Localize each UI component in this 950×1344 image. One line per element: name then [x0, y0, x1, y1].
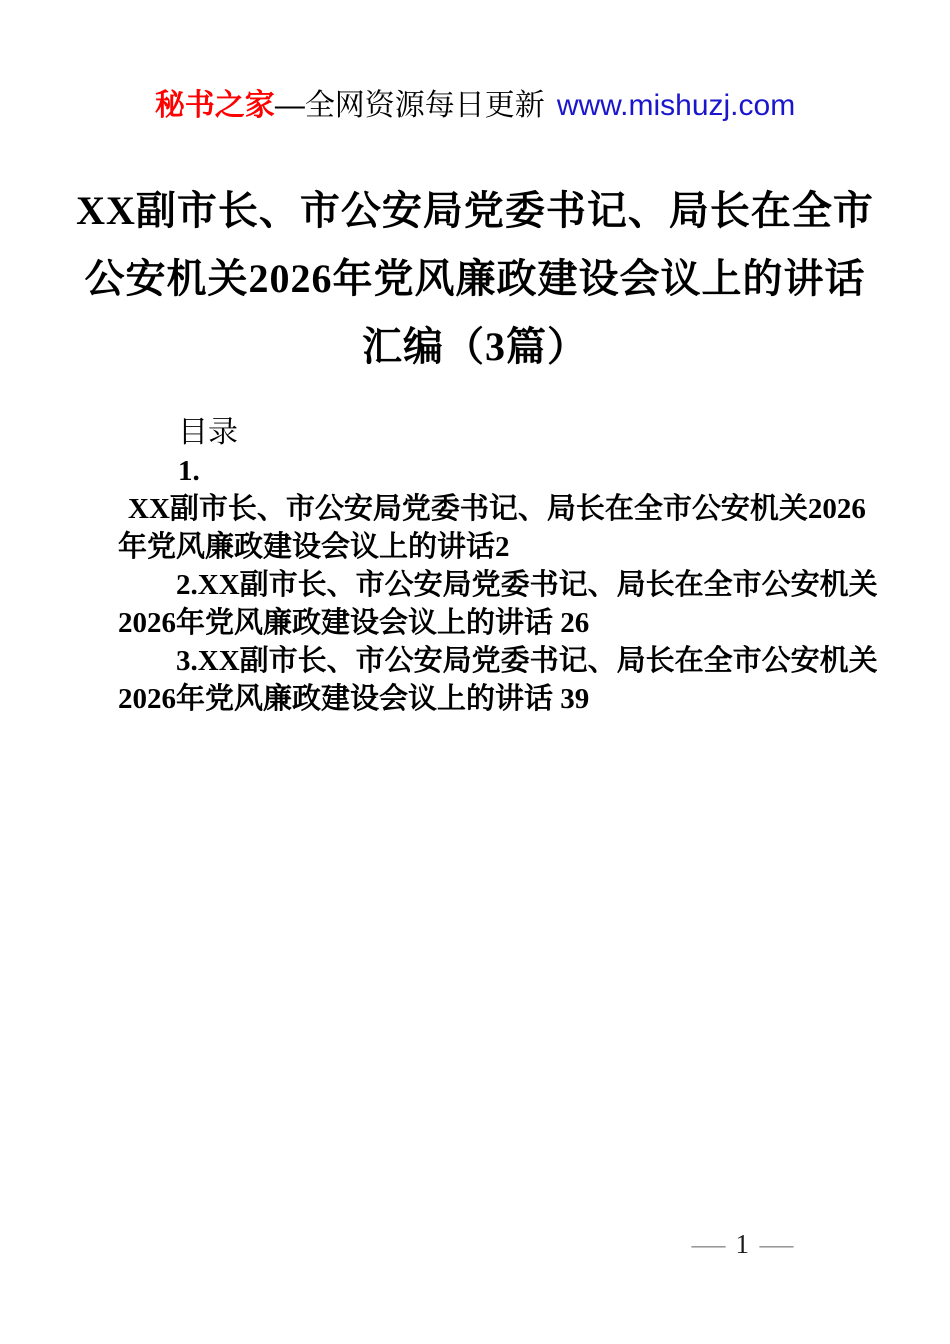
page-number-dash-left: —: [691, 1229, 725, 1259]
toc-line: 2.XX副市长、市公安局党委书记、局长在全市公安机关: [176, 569, 878, 601]
page-number-dash-right: —: [759, 1229, 794, 1259]
page-number-value: 1: [735, 1229, 749, 1259]
site-name: 秘书之家: [154, 89, 275, 122]
header-separator: —: [274, 89, 305, 122]
document-header: [0, 86, 950, 126]
toc-line: XX副市长、市公安局党委书记、局长在全市公安机关2026: [128, 493, 866, 525]
title-line-3: 汇编（3篇）: [362, 324, 588, 369]
title-line-2: 公安机关2026年党风廉政建设会议上的讲话: [84, 256, 866, 301]
page-number: [691, 1228, 794, 1260]
header-tagline: 全网资源每日更新: [304, 89, 545, 122]
toc-line: 年党风廉政建设会议上的讲话2: [118, 531, 510, 563]
toc-item-1-marker: 1.: [178, 455, 200, 487]
table-of-contents: [118, 414, 878, 718]
toc-line: 2026年党风廉政建设会议上的讲话 26: [118, 607, 590, 639]
title-line-1: XX副市长、市公安局党委书记、局长在全市: [76, 188, 874, 233]
toc-heading: 目录: [178, 416, 238, 449]
toc-line: 3.XX副市长、市公安局党委书记、局长在全市公安机关: [176, 645, 878, 677]
header-url-link[interactable]: www.mishuzj.com: [556, 89, 796, 122]
toc-line: 2026年党风廉政建设会议上的讲话 39: [118, 683, 590, 715]
document-title: [60, 177, 890, 381]
